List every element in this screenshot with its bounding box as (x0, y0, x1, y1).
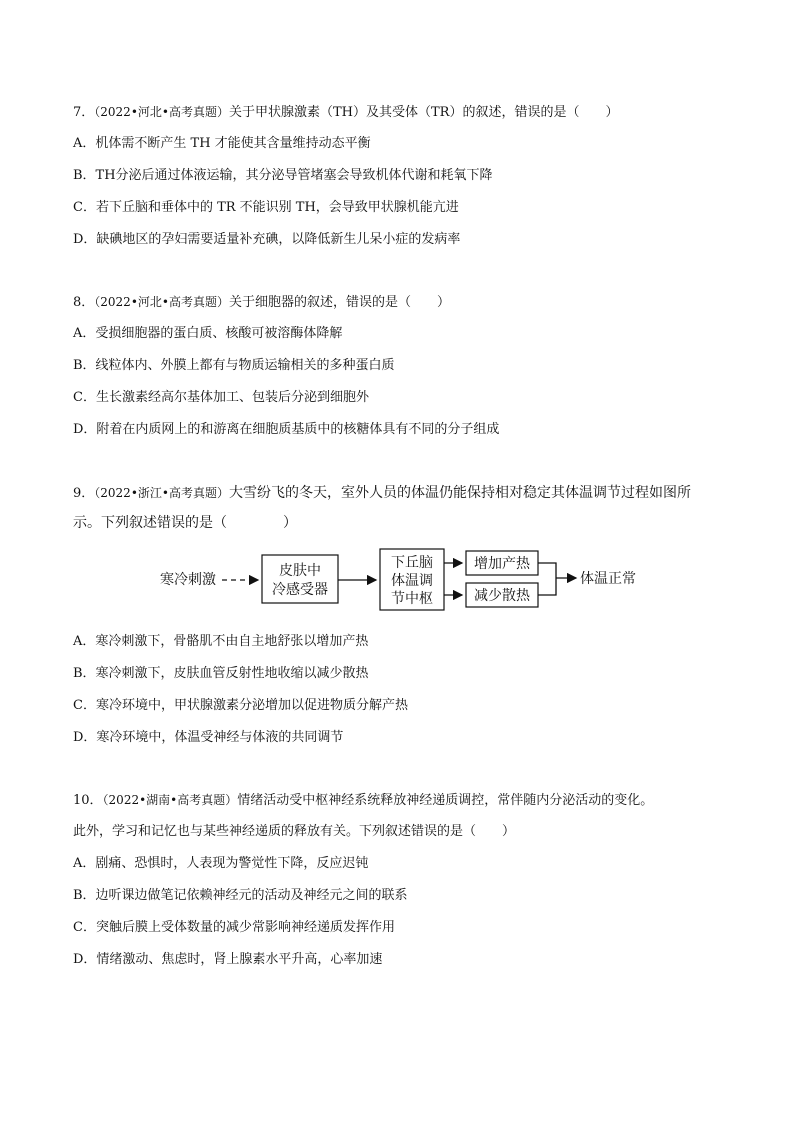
question-source: （2022•浙江•高考真题） (94, 486, 229, 500)
center-label-2: 体温调 (391, 573, 433, 589)
option-b: B．寒冷刺激下，皮肤血管反射性地收缩以减少散热 (73, 666, 369, 681)
option-b: B．边听课边做笔记依赖神经元的活动及神经元之间的联系 (73, 888, 408, 903)
question-stem: 关于甲状腺激素（TH）及其受体（TR）的叙述，错误的是（ ） (228, 105, 619, 120)
question-source: （2022•河北•高考真题） (94, 105, 229, 119)
option-d: D．缺碘地区的孕妇需要适量补充碘，以降低新生儿呆小症的发病率 (73, 232, 461, 247)
question-number: 10． (73, 793, 103, 808)
option-b: B．线粒体内、外膜上都有与物质运输相关的多种蛋白质 (73, 358, 395, 373)
receptor-label-1: 皮肤中 (279, 563, 321, 579)
result-label: 体温正常 (580, 571, 636, 587)
question-stem-cont: 示。下列叙述错误的是（ ） (73, 515, 297, 531)
question-10-title (73, 792, 653, 809)
question-stem: 情绪活动受中枢神经系统释放神经递质调控，常伴随内分泌活动的变化。 (237, 793, 654, 808)
receptor-label-2: 冷感受器 (272, 582, 328, 598)
question-stem-cont: 此外，学习和记忆也与某些神经递质的释放有关。下列叙述错误的是（ ） (73, 824, 516, 839)
question-9-title (73, 485, 691, 502)
question-source: （2022•湖南•高考真题） (102, 793, 238, 807)
option-a: A．受损细胞器的蛋白质、核酸可被溶酶体降解 (73, 326, 343, 341)
question-stem: 大雪纷飞的冬天，室外人员的体温仍能保持相对稳定其体温调节过程如图所 (228, 485, 691, 501)
option-c: C．生长激素经高尔基体加工、包装后分泌到细胞外 (73, 390, 369, 405)
option-d: D．附着在内质网上的和游离在细胞质基质中的核糖体具有不同的分子组成 (73, 422, 500, 437)
center-label-3: 节中枢 (391, 591, 433, 607)
option-c: C．寒冷环境中，甲状腺激素分泌增加以促进物质分解产热 (73, 698, 408, 713)
option-c: C．突触后膜上受体数量的减少常影响神经递质发挥作用 (73, 920, 395, 935)
diagram-svg (150, 545, 650, 615)
center-label-1: 下丘脑 (391, 555, 433, 571)
question-7-title (73, 104, 618, 121)
heat-production-label: 增加产热 (474, 556, 530, 572)
thermoregulation-diagram (150, 545, 650, 615)
option-d: D．情绪激动、焦虑时，肾上腺素水平升高，心率加速 (73, 952, 383, 967)
option-a: A．机体需不断产生 TH 才能使其含量维持动态平衡 (73, 136, 371, 151)
option-a: A．剧痛、恐惧时，人表现为警觉性下降，反应迟钝 (73, 856, 369, 871)
option-c: C．若下丘脑和垂体中的 TR 不能识别 TH，会导致甲状腺机能亢进 (73, 200, 459, 215)
question-number: 9． (73, 486, 95, 501)
question-number: 8． (73, 295, 95, 310)
option-a: A．寒冷刺激下，骨骼肌不由自主地舒张以增加产热 (73, 634, 369, 649)
question-stem: 关于细胞器的叙述，错误的是（ ） (228, 295, 450, 310)
option-d: D．寒冷环境中，体温受神经与体液的共同调节 (73, 730, 344, 745)
question-source: （2022•河北•高考真题） (94, 295, 229, 309)
stimulus-label: 寒冷刺激 (160, 572, 216, 588)
heat-loss-label: 减少散热 (474, 588, 530, 604)
question-number: 7． (73, 105, 95, 120)
question-8-title (73, 294, 450, 311)
merge-bracket (538, 563, 556, 595)
option-b: B．TH分泌后通过体液运输，其分泌导管堵塞会导致机体代谢和耗氧下降 (73, 168, 493, 183)
